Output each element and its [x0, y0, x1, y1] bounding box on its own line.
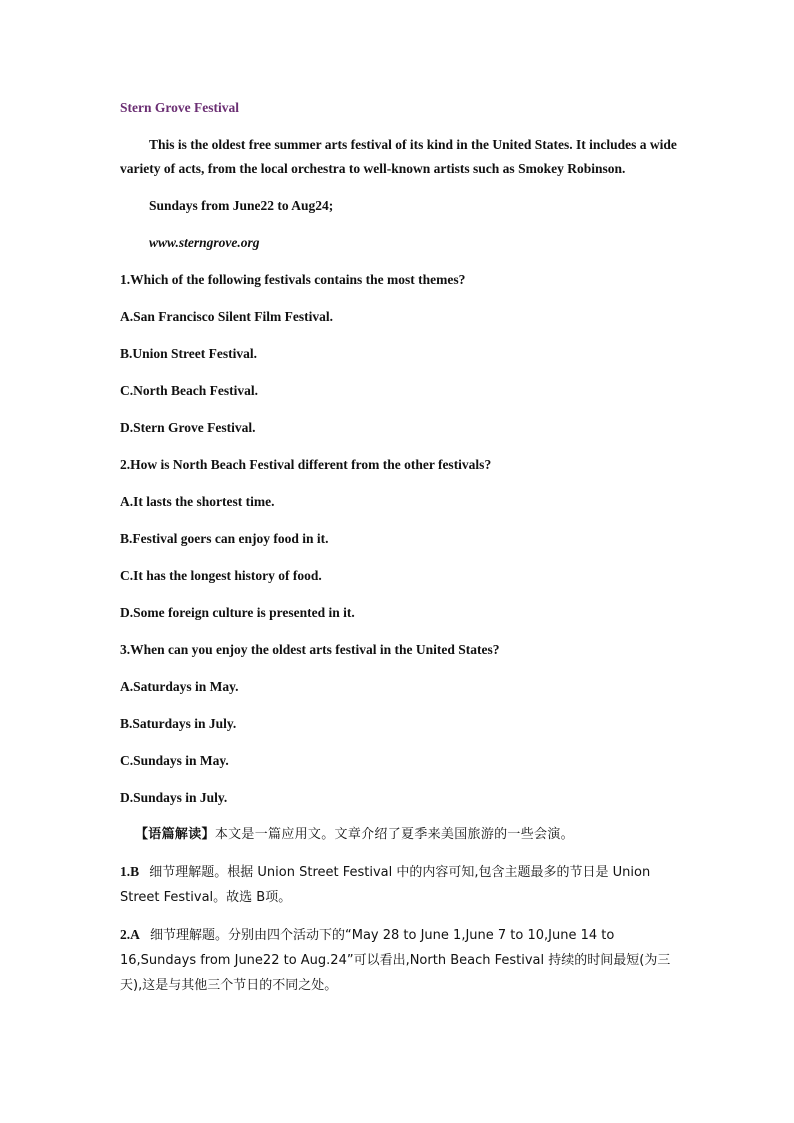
question-3-option-d: D.Sundays in July. [120, 790, 228, 805]
answer-2-text: 细节理解题。分别由四个活动下的“May 28 to June 1,June 7 to 10,June 14 to 16,Sundays from June22 to Aug.24”可以看出,North Beach Festival 持续的时间最短(为三天),这是与其他三个节日的不同之处。 [120, 928, 671, 993]
answer-1 [120, 860, 680, 910]
question-3: 3.When can you enjoy the oldest arts festival in the United States? [120, 642, 500, 657]
question-1-option-b: B.Union Street Festival. [120, 346, 257, 361]
question-2-option-a: A.It lasts the shortest time. [120, 494, 275, 509]
answer-1-text: 细节理解题。根据 Union Street Festival 中的内容可知,包含主题最多的节日是 Union Street Festival。故选 B项。 [120, 865, 651, 905]
question-2: 2.How is North Beach Festival different from the other festivals? [120, 457, 492, 472]
analysis-text: 本文是一篇应用文。文章介绍了夏季来美国旅游的一些会演。 [214, 827, 574, 842]
question-1: 1.Which of the following festivals contains the most themes? [120, 272, 466, 287]
question-1-option-a: A.San Francisco Silent Film Festival. [120, 309, 333, 324]
festival-dates: Sundays from June22 to Aug24; [149, 198, 334, 213]
question-2-option-b: B.Festival goers can enjoy food in it. [120, 531, 329, 546]
question-2-option-c: C.It has the longest history of food. [120, 568, 322, 583]
answer-1-label: 1.B [120, 864, 140, 879]
question-1-option-d: D.Stern Grove Festival. [120, 420, 256, 435]
document-content [120, 96, 680, 1011]
question-1-option-c: C.North Beach Festival. [120, 383, 258, 398]
question-2-option-d: D.Some foreign culture is presented in it. [120, 605, 355, 620]
question-3-option-a: A.Saturdays in May. [120, 679, 239, 694]
question-3-option-c: C.Sundays in May. [120, 753, 229, 768]
festival-website: www.sterngrove.org [149, 235, 260, 250]
answer-2 [120, 923, 680, 998]
question-3-option-b: B.Saturdays in July. [120, 716, 237, 731]
intro-paragraph: This is the oldest free summer arts festival of its kind in the United States. It includes a wide variety of acts, from the local orchestra to well-known artists such as Smokey Robinson. [120, 137, 677, 176]
answer-2-label: 2.A [120, 927, 140, 942]
section-title: Stern Grove Festival [120, 100, 239, 115]
passage-analysis [120, 823, 680, 847]
analysis-tag: 【语篇解读】 [135, 827, 215, 842]
